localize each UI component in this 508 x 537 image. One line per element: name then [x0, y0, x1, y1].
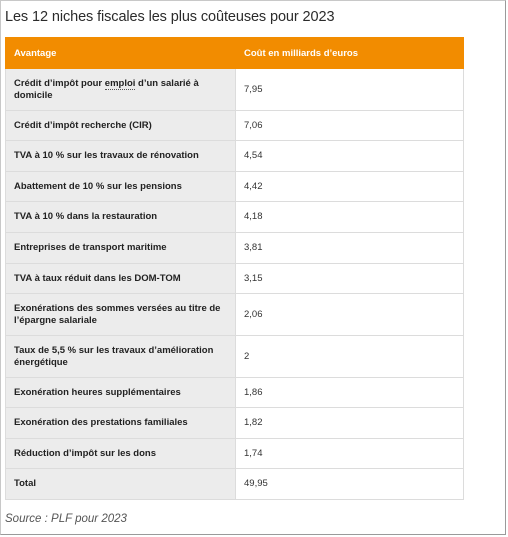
emploi-link[interactable]: emploi [104, 77, 136, 89]
row-value: 7,06 [236, 111, 464, 141]
row-label: TVA à 10 % dans la restauration [6, 202, 236, 233]
row-value: 4,54 [236, 141, 464, 172]
total-label: Total [6, 469, 236, 500]
niches-fiscales-table [5, 37, 464, 500]
table-row-total [6, 469, 464, 500]
row-value: 2,06 [236, 294, 464, 336]
row-label: Taux de 5,5 % sur les travaux d’amélioration énergétique [6, 336, 236, 378]
total-value: 49,95 [236, 469, 464, 500]
table-row [6, 202, 464, 233]
row-value: 4,18 [236, 202, 464, 233]
table-row [6, 378, 464, 408]
table-row [6, 439, 464, 469]
row-label: Exonération des prestations familiales [6, 408, 236, 439]
row-label: Exonération heures supplémentaires [6, 378, 236, 408]
row-value: 3,15 [236, 264, 464, 294]
row-value: 2 [236, 336, 464, 378]
table-row [6, 264, 464, 294]
table-header-row [6, 38, 464, 69]
row-label: Entreprises de transport maritime [6, 233, 236, 264]
page-title: Les 12 niches fiscales les plus coûteuses pour 2023 [5, 9, 335, 25]
table-row [6, 172, 464, 202]
row-label: Réduction d’impôt sur les dons [6, 439, 236, 469]
row-value: 1,86 [236, 378, 464, 408]
row-label: Crédit d’impôt recherche (CIR) [6, 111, 236, 141]
column-header-cout: Coût en milliards d’euros [236, 38, 464, 69]
table-row [6, 294, 464, 336]
row-label-part: d’un salarié à domicile [14, 77, 199, 101]
table-row [6, 69, 464, 111]
row-label: TVA à 10 % sur les travaux de rénovation [6, 141, 236, 172]
row-label: Exonérations des sommes versées au titre de l’épargne salariale [6, 294, 236, 336]
table-row [6, 233, 464, 264]
row-label: Abattement de 10 % sur les pensions [6, 172, 236, 202]
table-row [6, 141, 464, 172]
row-value: 4,42 [236, 172, 464, 202]
table-row [6, 336, 464, 378]
row-label [6, 69, 236, 111]
row-value: 3,81 [236, 233, 464, 264]
source-caption: Source : PLF pour 2023 [5, 513, 127, 525]
row-value: 7,95 [236, 69, 464, 111]
row-value: 1,74 [236, 439, 464, 469]
table-row [6, 111, 464, 141]
row-label-part: Crédit d’impôt pour [14, 77, 105, 89]
column-header-avantage: Avantage [6, 38, 236, 69]
table-row [6, 408, 464, 439]
row-value: 1,82 [236, 408, 464, 439]
row-label: TVA à taux réduit dans les DOM-TOM [6, 264, 236, 294]
